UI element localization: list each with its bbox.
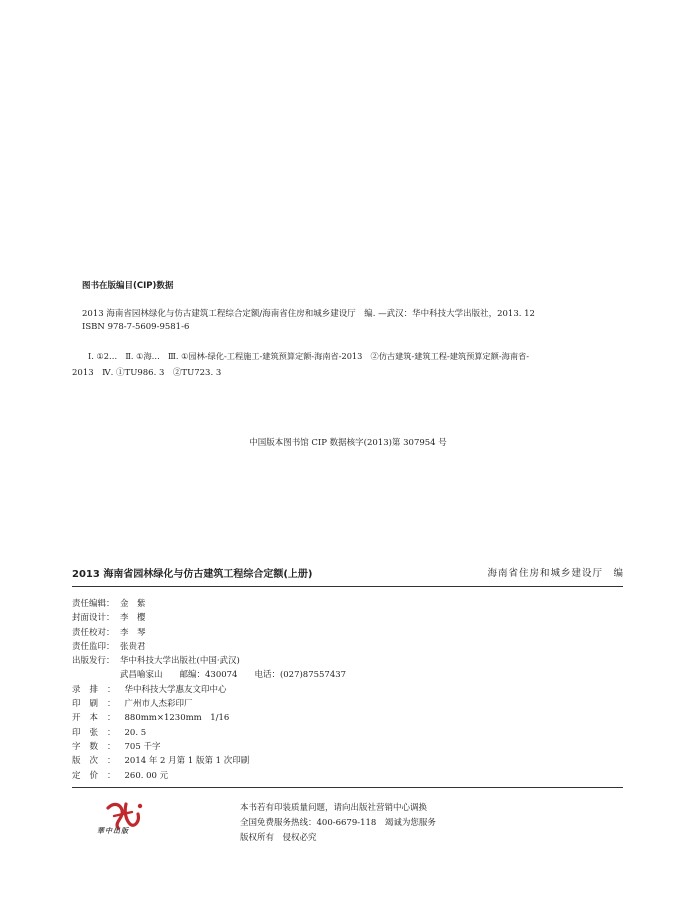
credit-row [72, 611, 346, 625]
credit-row [72, 654, 346, 668]
footer-line-2: 全国免费服务热线：400-6679-118 竭诚为您服务 [240, 818, 436, 828]
credit-row [72, 597, 346, 611]
credit-row [72, 626, 346, 640]
cip-data-note: 中国版本图书馆 CIP 数据核字(2013)第 307954 号 [249, 438, 447, 448]
credit-label: 版次： [72, 756, 125, 767]
credit-row [72, 726, 346, 740]
credit-label: 出版发行： [72, 656, 115, 667]
credit-label: 封面设计： [72, 613, 115, 624]
title-divider [72, 586, 623, 587]
credit-value: 260. 00 元 [124, 770, 169, 781]
credit-label: 定价： [72, 770, 125, 781]
credit-value: 705 千字 [124, 741, 161, 752]
credit-label: 开本： [72, 713, 125, 724]
credit-label: 责任监印： [72, 641, 115, 652]
credit-label: 印刷： [72, 699, 125, 710]
credit-row [72, 683, 346, 697]
cip-line-3: Ⅰ. ①2… Ⅱ. ①海… Ⅲ. ①园林-绿化-工程施工-建筑预算定额-海南省-2013 ②仿古建筑-建筑工程-建筑预算定额-海南省- [88, 351, 529, 361]
book-title: 2013 海南省园林绿化与仿古建筑工程综合定额(上册) [72, 569, 313, 580]
credit-value: 华中科技大学惠友文印中心 [124, 684, 227, 695]
credit-value: 广州市人杰彩印厂 [124, 699, 193, 710]
credit-value: 张贵君 [120, 641, 146, 652]
credit-label: 录排： [72, 684, 125, 695]
footer-notice [240, 801, 436, 846]
cip-line-2: ISBN 978-7-5609-9581-6 [82, 322, 190, 332]
footer-divider [72, 787, 623, 788]
credit-value: 华中科技大学出版社(中国·武汉) [120, 656, 240, 667]
cip-title: 图书在版编目(CIP)数据 [82, 281, 174, 291]
book-author: 海南省住房和城乡建设厅 编 [487, 568, 624, 579]
credit-row [72, 711, 346, 725]
credit-row [72, 754, 346, 768]
footer-line-1: 本书若有印装质量问题，请向出版社营销中心调换 [240, 803, 428, 813]
credit-value: 880mm×1230mm 1/16 [124, 713, 230, 724]
credit-row [72, 640, 346, 654]
credit-row [72, 740, 346, 754]
credit-label: 字数： [72, 741, 125, 752]
credit-value: 20. 5 [124, 727, 147, 738]
credits-list [72, 597, 346, 783]
credit-value: 李 琴 [120, 627, 146, 638]
footer-line-3: 版权所有 侵权必究 [240, 833, 317, 843]
credit-row [72, 697, 346, 711]
credit-value: 金 紫 [120, 599, 146, 609]
credit-row [72, 769, 346, 783]
cip-line-1: 2013 海南省园林绿化与仿古建筑工程综合定额/海南省住房和城乡建设厅 编. —武汉：华中科技大学出版社，2013. 12 [82, 309, 535, 319]
credit-label: 责任校对： [72, 627, 115, 638]
cip-line-4: 2013 Ⅳ. ①TU986. 3 ②TU723. 3 [72, 368, 222, 378]
publisher-address [72, 668, 346, 682]
credit-value: 李 樱 [120, 613, 146, 624]
publisher-logo-text: 華中出版 [97, 826, 129, 835]
credit-label: 责任编辑： [72, 599, 115, 609]
credit-label: 印张： [72, 727, 125, 738]
credit-value: 武昌喻家山 邮编：430074 电话：(027)87557437 [120, 670, 347, 681]
credit-value: 2014 年 2 月第 1 版第 1 次印刷 [124, 756, 250, 767]
